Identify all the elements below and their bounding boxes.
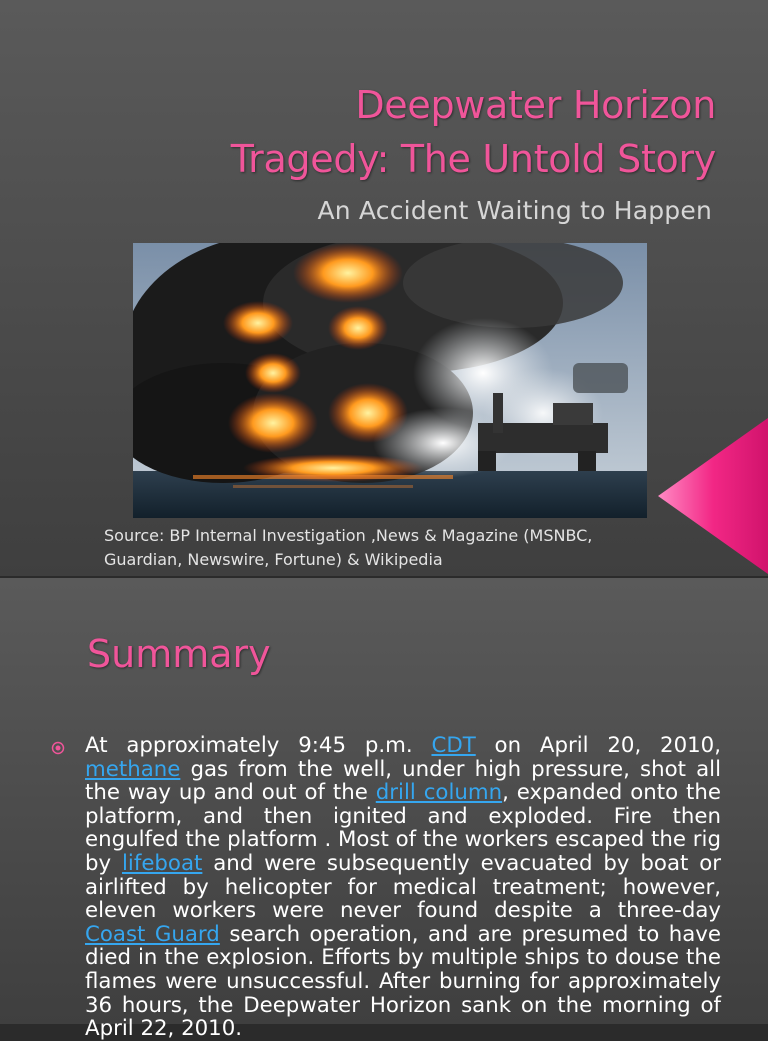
source-line-2: Guardian, Newswire, Fortune) & Wikipedia: [104, 550, 443, 569]
source-caption: [104, 524, 704, 572]
rig-fire-photo: [133, 243, 647, 518]
title-line-2: Tragedy: The Untold Story: [230, 137, 716, 181]
link-methane[interactable]: methane: [85, 756, 181, 782]
paragraph-text: , expanded onto the platform, and then ignited and exploded. Fire then engulfed the platform . Most of the workers escaped the rig by: [85, 780, 721, 876]
slide-subtitle: An Accident Waiting to Happen: [317, 196, 712, 225]
link-coast-guard[interactable]: Coast Guard: [85, 921, 220, 947]
paragraph-text: At approximately 9:45 p.m.: [85, 733, 432, 758]
link-cdt[interactable]: CDT: [431, 733, 476, 758]
slide-title: [231, 78, 716, 186]
link-lifeboat[interactable]: lifeboat: [121, 850, 203, 876]
bullet-circle-icon: [51, 741, 65, 755]
source-line-1: Source: BP Internal Investigation ,News & Magazine (MSNBC,: [104, 526, 593, 545]
paragraph-text: on April 20, 2010,: [475, 733, 722, 758]
paragraph-text: search operation, and are presumed to have died in the explosion. Efforts by multiple ships to douse the flames were unsuccessful. After burning for approximately 36 hours, the Deepwater Horizon sank on the morning of April 22, 2010.: [85, 921, 721, 1041]
paragraph-text: and were subsequently evacuated by boat or airlifted by helicopter for medical treatment; however, eleven workers were never found despite a three-day: [85, 850, 721, 924]
summary-heading: Summary: [87, 632, 271, 676]
title-line-1: Deepwater Horizon: [355, 83, 716, 127]
paragraph-text: gas from the well, under high pressure, shot all the way up and out of the: [85, 756, 721, 806]
summary-paragraph: [85, 734, 721, 1041]
link-drill-column[interactable]: drill column: [375, 780, 503, 806]
